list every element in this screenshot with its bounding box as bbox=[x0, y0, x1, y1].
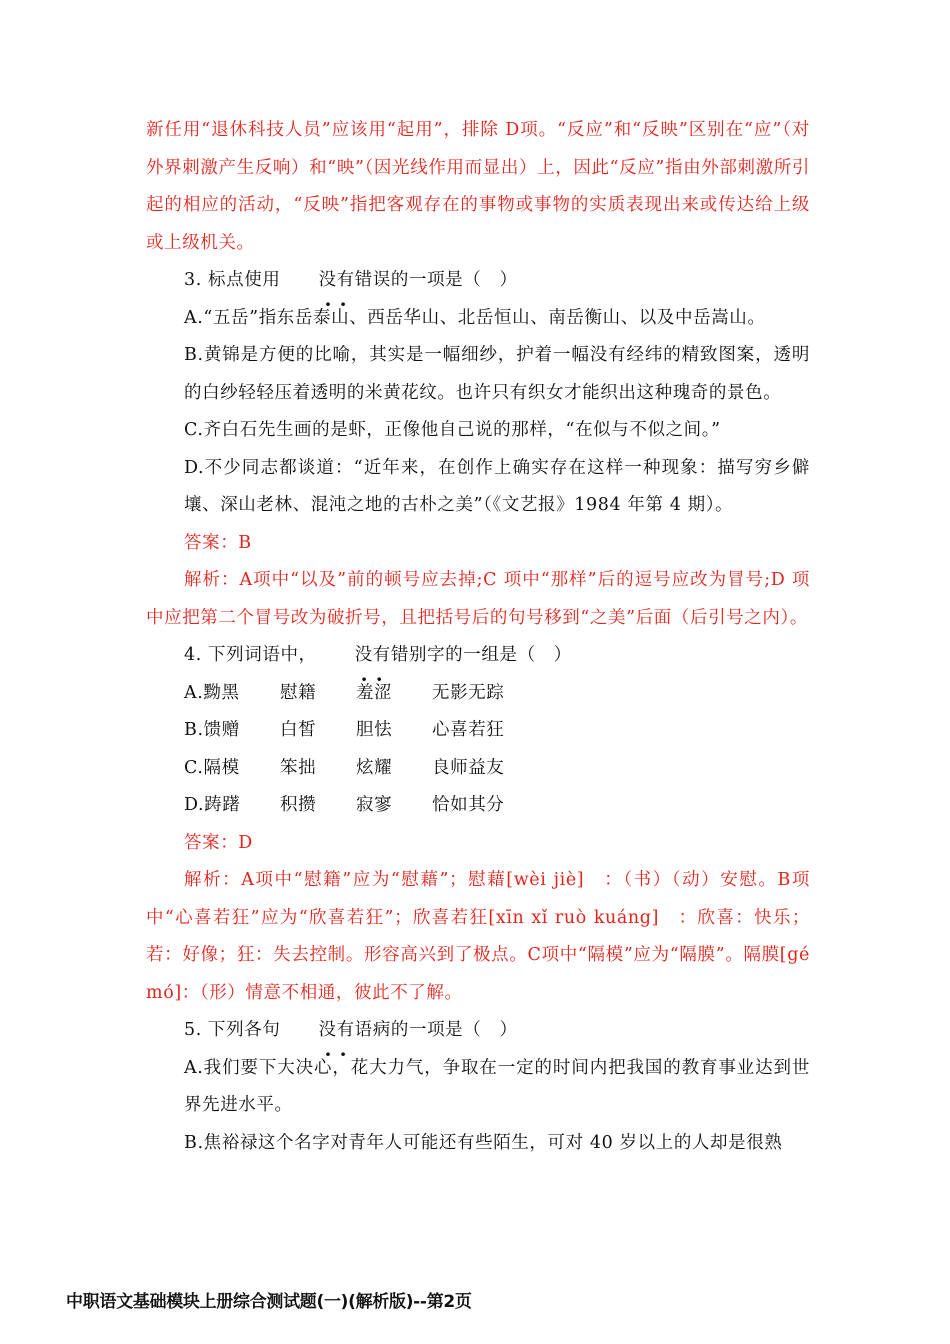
word: 白皙 bbox=[280, 720, 317, 740]
question-5-option-a: A.我们要下大决心，花大力气，争取在一定的时间内把我国的教育事业达到世界先进水平。 bbox=[184, 1057, 810, 1115]
emphasis-dots: 没有 · · bbox=[280, 262, 354, 300]
word: 心喜若狂 bbox=[432, 720, 505, 740]
page-content bbox=[146, 112, 810, 1162]
analysis-carry-over: 新任用“退休科技人员”应该用“起用”，排除 D项。“反应”和“反映”区别在“应”（对外界刺激产生反响）和“映”（因光线作用而显出）上，因此“反应”指由外部刺激所引起的相应的活动，“反映”指把客观存在的事物或事物的实质表现出来或传达给上级或上级机关。 bbox=[146, 120, 810, 253]
question-3-answer: 答案：B bbox=[184, 532, 252, 553]
question-4-option-c bbox=[146, 750, 810, 788]
word: 羞涩 bbox=[356, 682, 393, 703]
question-3-option-b: B.黄锦是方便的比喻，其实是一幅细纱，护着一幅没有经纬的精致图案，透明的白纱轻轻压着透明的米黄花纹。也许只有织女才能织出这种瑰奇的景色。 bbox=[184, 345, 810, 403]
question-4-option-d bbox=[146, 787, 810, 825]
word: 寂寥 bbox=[356, 795, 393, 815]
question-3-analysis: 解析：A项中“以及”前的顿号应去掉;C 项中“那样”后的逗号应改为冒号;D 项中应把第二个冒号改为破折号，且把括号后的句号移到“之美”后面（后引号之内）。 bbox=[146, 570, 810, 628]
question-4-stem: 4. 下列词语中， 没有 · ·错别字的一组是（ ） bbox=[146, 637, 810, 675]
word: 无影无踪 bbox=[432, 682, 505, 703]
question-4-option-a bbox=[146, 675, 810, 713]
word: 慰籍 bbox=[280, 682, 317, 703]
word: 胆怯 bbox=[356, 720, 393, 740]
word: B.馈赠 bbox=[184, 720, 240, 740]
question-3-stem: 3. 标点使用 没有 · ·错误的一项是（ ） bbox=[146, 262, 810, 300]
question-5-option-b: B.焦裕禄这个名字对青年人可能还有些陌生，可对 40 岁以上的人却是很熟 bbox=[184, 1132, 783, 1153]
word: A.黝黑 bbox=[184, 682, 240, 703]
word: C.隔模 bbox=[184, 757, 240, 778]
emphasis-dots: 没有 · · bbox=[317, 637, 391, 675]
word: 炫耀 bbox=[356, 757, 393, 778]
word: 笨拙 bbox=[280, 757, 317, 778]
word: 良师益友 bbox=[432, 757, 505, 778]
question-4-analysis: 解析：A项中“慰籍”应为“慰藉”；慰藉[wèi jiè] ：（书）（动）安慰。B项中“心喜若狂”应为“欣喜若狂”；欣喜若狂[xīn xǐ ruò kuáng] ：欣喜：快乐；若：好像；狂：失去控制。形容高兴到了极点。C项中“隔模”应为“隔膜”。隔膜[gé mó]：（形）情意不相通，彼此不了解。 bbox=[146, 870, 810, 1003]
question-3-option-d: D.不少同志都谈道：“近年来，在创作上确实存在这样一种现象：描写穷乡僻壤、深山老林、混沌之地的古朴之美”（《文艺报》1984 年第 4 期）。 bbox=[184, 457, 810, 515]
word: 恰如其分 bbox=[432, 795, 505, 815]
question-4-option-b bbox=[146, 712, 810, 750]
question-3-option-a: A.“五岳”指东岳泰山、西岳华山、北岳恒山、南岳衡山、以及中岳嵩山。 bbox=[184, 307, 766, 328]
question-3-option-c: C.齐白石先生画的是虾，正像他自己说的那样，“在似与不似之间。” bbox=[184, 420, 721, 440]
question-5-stem: 5. 下列各句 没有 · ·语病的一项是（ ） bbox=[146, 1012, 810, 1050]
word: 积攒 bbox=[280, 795, 317, 815]
emphasis-dots: 没有 · · bbox=[280, 1012, 354, 1050]
page-footer: 中职语文基础模块上册综合测试题(一)(解析版)--第2页 bbox=[66, 1292, 472, 1312]
word: D.踌躇 bbox=[184, 795, 241, 815]
question-4-answer: 答案：D bbox=[184, 832, 253, 853]
